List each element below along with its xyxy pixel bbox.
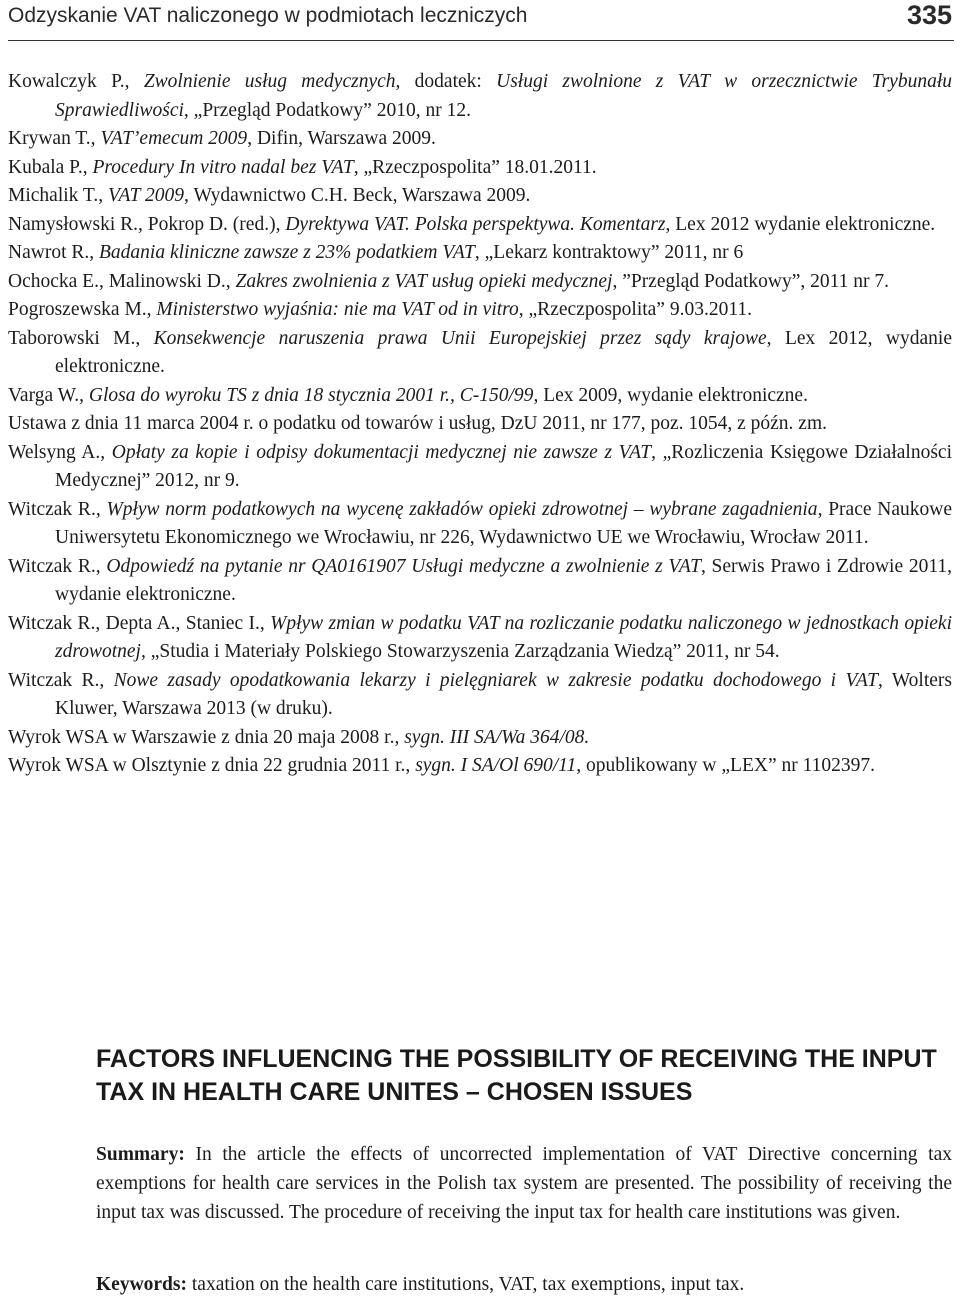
reference-text: , Prace Naukowe Uniwersytetu Ekonomicznego we Wrocławiu, nr 226, Wydawnictwo UE we Wrocławiu, Wrocław 2011.	[55, 498, 952, 548]
page-number: 335	[906, 0, 952, 30]
reference-title: Opłaty za kopie i odpisy dokumentacji medycznej nie zawsze z VAT	[111, 441, 652, 463]
reference-text: Kubala P.,	[8, 156, 93, 178]
reference-text: Wyrok WSA w Olsztynie z dnia 22 grudnia 2011 r.,	[8, 755, 416, 776]
reference-text: Krywan T.,	[8, 128, 101, 149]
reference-entry	[8, 239, 952, 268]
reference-entry	[8, 382, 952, 411]
reference-text: , Wolters Kluwer, Warszawa 2013 (w druku).	[55, 669, 952, 719]
reference-text: Michalik T.,	[8, 185, 109, 206]
reference-text: Varga W.,	[8, 384, 89, 406]
reference-entry	[8, 610, 952, 667]
reference-text: , Difin, Warszawa 2009.	[247, 128, 436, 149]
reference-entry	[8, 296, 952, 325]
summary-text: In the article the effects of uncorrected implementation of VAT Directive concerning tax exemptions for health care services in the Polish tax system are presented. The possibility of receiving the input tax was discussed. The procedure of receiving the input tax for health care institutions was given.	[96, 1144, 952, 1223]
keywords-label: Keywords:	[96, 1274, 187, 1295]
reference-title: Zwolnienie usług medycznych,	[143, 71, 415, 92]
keywords-paragraph	[96, 1270, 952, 1299]
reference-title: Wpływ norm podatkowych na wycenę zakładów opieki zdrowotnej – wybrane zagadnienia	[106, 498, 818, 520]
reference-entry	[8, 125, 952, 154]
reference-text: , „Przegląd Podatkowy” 2010, nr 12.	[183, 99, 471, 121]
reference-entry	[8, 553, 952, 610]
reference-text: , Lex 2012 wydanie elektroniczne.	[665, 213, 936, 235]
reference-text: , Serwis Prawo i Zdrowie 2011, wydanie elektroniczne.	[55, 555, 952, 605]
reference-text: Welsyng A.,	[8, 441, 112, 463]
reference-title: Konsekwencje naruszenia prawa Unii Europejskiej przez sądy krajowe	[153, 327, 767, 349]
reference-text: Kowalczyk P.,	[8, 71, 144, 92]
reference-text: Witczak R.,	[8, 555, 107, 577]
reference-text: Nawrot R.,	[8, 242, 99, 263]
reference-entry	[8, 410, 952, 439]
page-header	[8, 0, 954, 41]
keywords-text: taxation on the health care institutions, VAT, tax exemptions, input tax.	[191, 1274, 745, 1295]
reference-text: Witczak R.,	[8, 669, 114, 691]
reference-entry	[8, 667, 952, 724]
running-title: Odzyskanie VAT naliczonego w podmiotach leczniczych	[8, 4, 528, 27]
reference-title: sygn. III SA/Wa 364/08.	[404, 726, 590, 748]
summary-label: Summary:	[96, 1144, 185, 1165]
reference-title: Zakres zwolnienia z VAT usług opieki medycznej	[235, 270, 613, 292]
reference-text: Ochocka E., Malinowski D.,	[8, 270, 236, 292]
reference-entry	[8, 724, 952, 753]
english-title: FACTORS INFLUENCING THE POSSIBILITY OF RECEIVING THE INPUT TAX IN HEALTH CARE UNITES – CHOSEN ISSUES	[96, 1045, 937, 1106]
reference-title: Ministerstwo wyjaśnia: nie ma VAT od in vitro	[156, 299, 519, 320]
reference-entry	[8, 496, 952, 553]
reference-text: , Wydawnictwo C.H. Beck, Warszawa 2009.	[184, 185, 531, 206]
reference-text: , Lex 2009, wydanie elektroniczne.	[533, 384, 808, 406]
reference-title: Badania kliniczne zawsze z 23% podatkiem VAT	[99, 242, 475, 263]
reference-entry	[8, 439, 952, 496]
reference-title: VAT 2009	[108, 185, 185, 206]
reference-text: dodatek:	[414, 71, 497, 92]
reference-title: Odpowiedź na pytanie nr QA0161907 Usługi medyczne a zwolnienie z VAT	[106, 555, 701, 577]
reference-text: Witczak R., Depta A., Staniec I.,	[8, 612, 271, 634]
reference-entry	[8, 325, 952, 382]
reference-text: Witczak R.,	[8, 498, 107, 520]
reference-list	[8, 68, 952, 781]
reference-text: , „Rozliczenia Księgowe Działalności Medycznej” 2012, nr 9.	[55, 441, 952, 491]
reference-title: Nowe zasady opodatkowania lekarzy i pielęgniarek w zakresie podatku dochodowego i VAT	[113, 669, 878, 691]
reference-title: VAT’emecum 2009	[100, 128, 248, 149]
reference-text: , „Studia i Materiały Polskiego Stowarzyszenia Zarządzania Wiedzą” 2011, nr 54.	[140, 641, 780, 662]
reference-text: , Lex 2012, wydanie elektroniczne.	[55, 327, 952, 377]
reference-text: Wyrok WSA w Warszawie z dnia 20 maja 2008 r.,	[8, 726, 405, 748]
reference-text: Pogroszewska M.,	[8, 299, 157, 320]
reference-text: , opublikowany w „LEX” nr 1102397.	[576, 755, 875, 776]
summary-paragraph	[96, 1140, 952, 1227]
reference-entry	[8, 211, 952, 240]
reference-entry	[8, 752, 952, 781]
reference-text: Taborowski M.,	[8, 327, 154, 349]
reference-title: Usługi zwolnione z VAT w orzecznictwie Trybunału Sprawiedliwości	[55, 71, 952, 121]
reference-title: Wpływ zmian w podatku VAT na rozliczanie podatku naliczonego w jednostkach opieki zdrowotnej	[55, 612, 953, 662]
reference-text: , „Lekarz kontraktowy” 2011, nr 6	[474, 242, 744, 263]
reference-title: sygn. I SA/Ol 690/11	[415, 755, 577, 776]
reference-text: , ”Przegląd Podatkowy”, 2011 nr 7.	[612, 270, 889, 292]
reference-entry	[8, 268, 952, 297]
reference-title: Dyrektywa VAT. Polska perspektywa. Komentarz	[285, 213, 666, 235]
reference-entry	[8, 68, 952, 125]
reference-text: , „Rzeczpospolita” 18.01.2011.	[353, 156, 597, 178]
reference-entry	[8, 154, 952, 183]
reference-text: , „Rzeczpospolita” 9.03.2011.	[518, 299, 752, 320]
reference-title: Procedury In vitro nadal bez VAT	[92, 156, 354, 178]
reference-text: Ustawa z dnia 11 marca 2004 r. o podatku od towarów i usług, DzU 2011, nr 177, poz. 1054, z późn. zm.	[8, 413, 828, 434]
reference-text: Namysłowski R., Pokrop D. (red.),	[8, 213, 286, 235]
reference-entry	[8, 182, 952, 211]
reference-title: Glosa do wyroku TS z dnia 18 stycznia 2001 r., C-150/99	[88, 384, 534, 406]
